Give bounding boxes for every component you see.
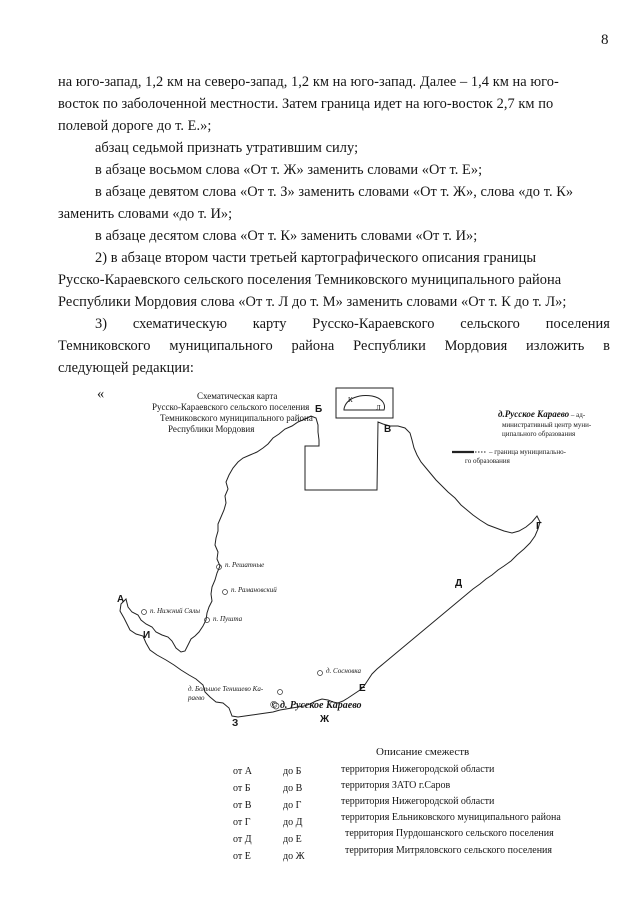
quote-mark: « [97, 386, 105, 402]
settlement-marker [318, 671, 323, 676]
settlement-label: д. Большое Тенишево Ка- [188, 685, 264, 693]
point-label-a: А [117, 594, 125, 605]
settlement-marker [278, 690, 283, 695]
map-title: Русско-Караевского сельского поселения [152, 402, 310, 412]
point-label-b: Б [315, 404, 323, 415]
text-line: полевой дороге до т. Е.»; [58, 118, 212, 134]
legend-center-desc: ципального образования [502, 430, 576, 438]
point-label-g: Г [536, 521, 542, 532]
inset-box [336, 388, 393, 418]
legend-center: д.Русское Караево – ад- [498, 409, 586, 419]
text-line: заменить словами «до т. И»; [58, 206, 233, 222]
text-line: Республики Мордовия слова «От т. Л до т. М» заменить словами «От т. К до т. Л»; [58, 294, 567, 310]
text-line: восток по заболоченной местности. Затем граница идет на юго-восток 2,7 км по [58, 96, 554, 112]
settlement-label: п. Рамановский [231, 586, 277, 594]
text-line: абзац седьмой признать утратившим силу; [95, 140, 359, 156]
text-line: на юго-запад, 1,2 км на северо-запад, 1,2 км на юго-запад. Далее – 1,4 км на юго- [58, 74, 559, 90]
text-line: в абзаце десятом слова «От т. К» заменить словами «От т. И»; [95, 228, 478, 244]
map-title: Республики Мордовия [168, 424, 255, 434]
adjacency-title: Описание смежеств [376, 746, 470, 758]
settlement-label: п. Решатные [225, 561, 265, 569]
point-label-e: Е [359, 683, 366, 694]
text-line-justified: Темниковского муниципального района Республики Мордовия изложить в [58, 338, 610, 354]
text-line: в абзаце девятом слова «От т. З» заменить словами «От т. Ж», слова «до т. К» [95, 184, 574, 200]
point-label-d: Д [455, 578, 463, 589]
point-label-i: И [143, 630, 151, 641]
map-title: Схематическая карта [197, 391, 278, 401]
settlement-label: д. Сосновка [326, 667, 361, 675]
settlement-label: п. Нижний Сялы [150, 607, 201, 615]
settlement-label: раево [188, 694, 205, 702]
center-settlement-label: © д. Русское Караево [270, 700, 362, 711]
page-number: 8 [601, 32, 609, 48]
point-label-zh: Ж [320, 714, 330, 725]
settlement-marker [142, 610, 147, 615]
text-line-justified: 3) схематическую карту Русско-Караевского сельского поселения [95, 316, 610, 332]
text-line: 2) в абзаце втором части третьей картографического описания границы [95, 250, 537, 266]
inset-label-l: Л [376, 404, 381, 412]
text-line: Русско-Караевского сельского поселения Темниковского муниципального района [58, 272, 562, 288]
point-label-z: З [232, 718, 239, 729]
legend-border: го образования [465, 457, 510, 465]
legend-border: – граница муниципально- [489, 448, 566, 456]
settlement-marker [205, 618, 210, 623]
point-label-v: В [384, 424, 392, 435]
text-line: в абзаце восьмом слова «От т. Ж» заменить словами «От т. Е»; [95, 162, 483, 178]
inset-label-k: К [348, 396, 353, 404]
settlement-marker [223, 590, 228, 595]
settlement-label: п. Пушта [213, 615, 243, 623]
map-title: Темниковского муниципального района [160, 413, 313, 423]
legend-center-desc: министративный центр муни- [502, 421, 592, 429]
text-line: следующей редакции: [58, 360, 194, 376]
